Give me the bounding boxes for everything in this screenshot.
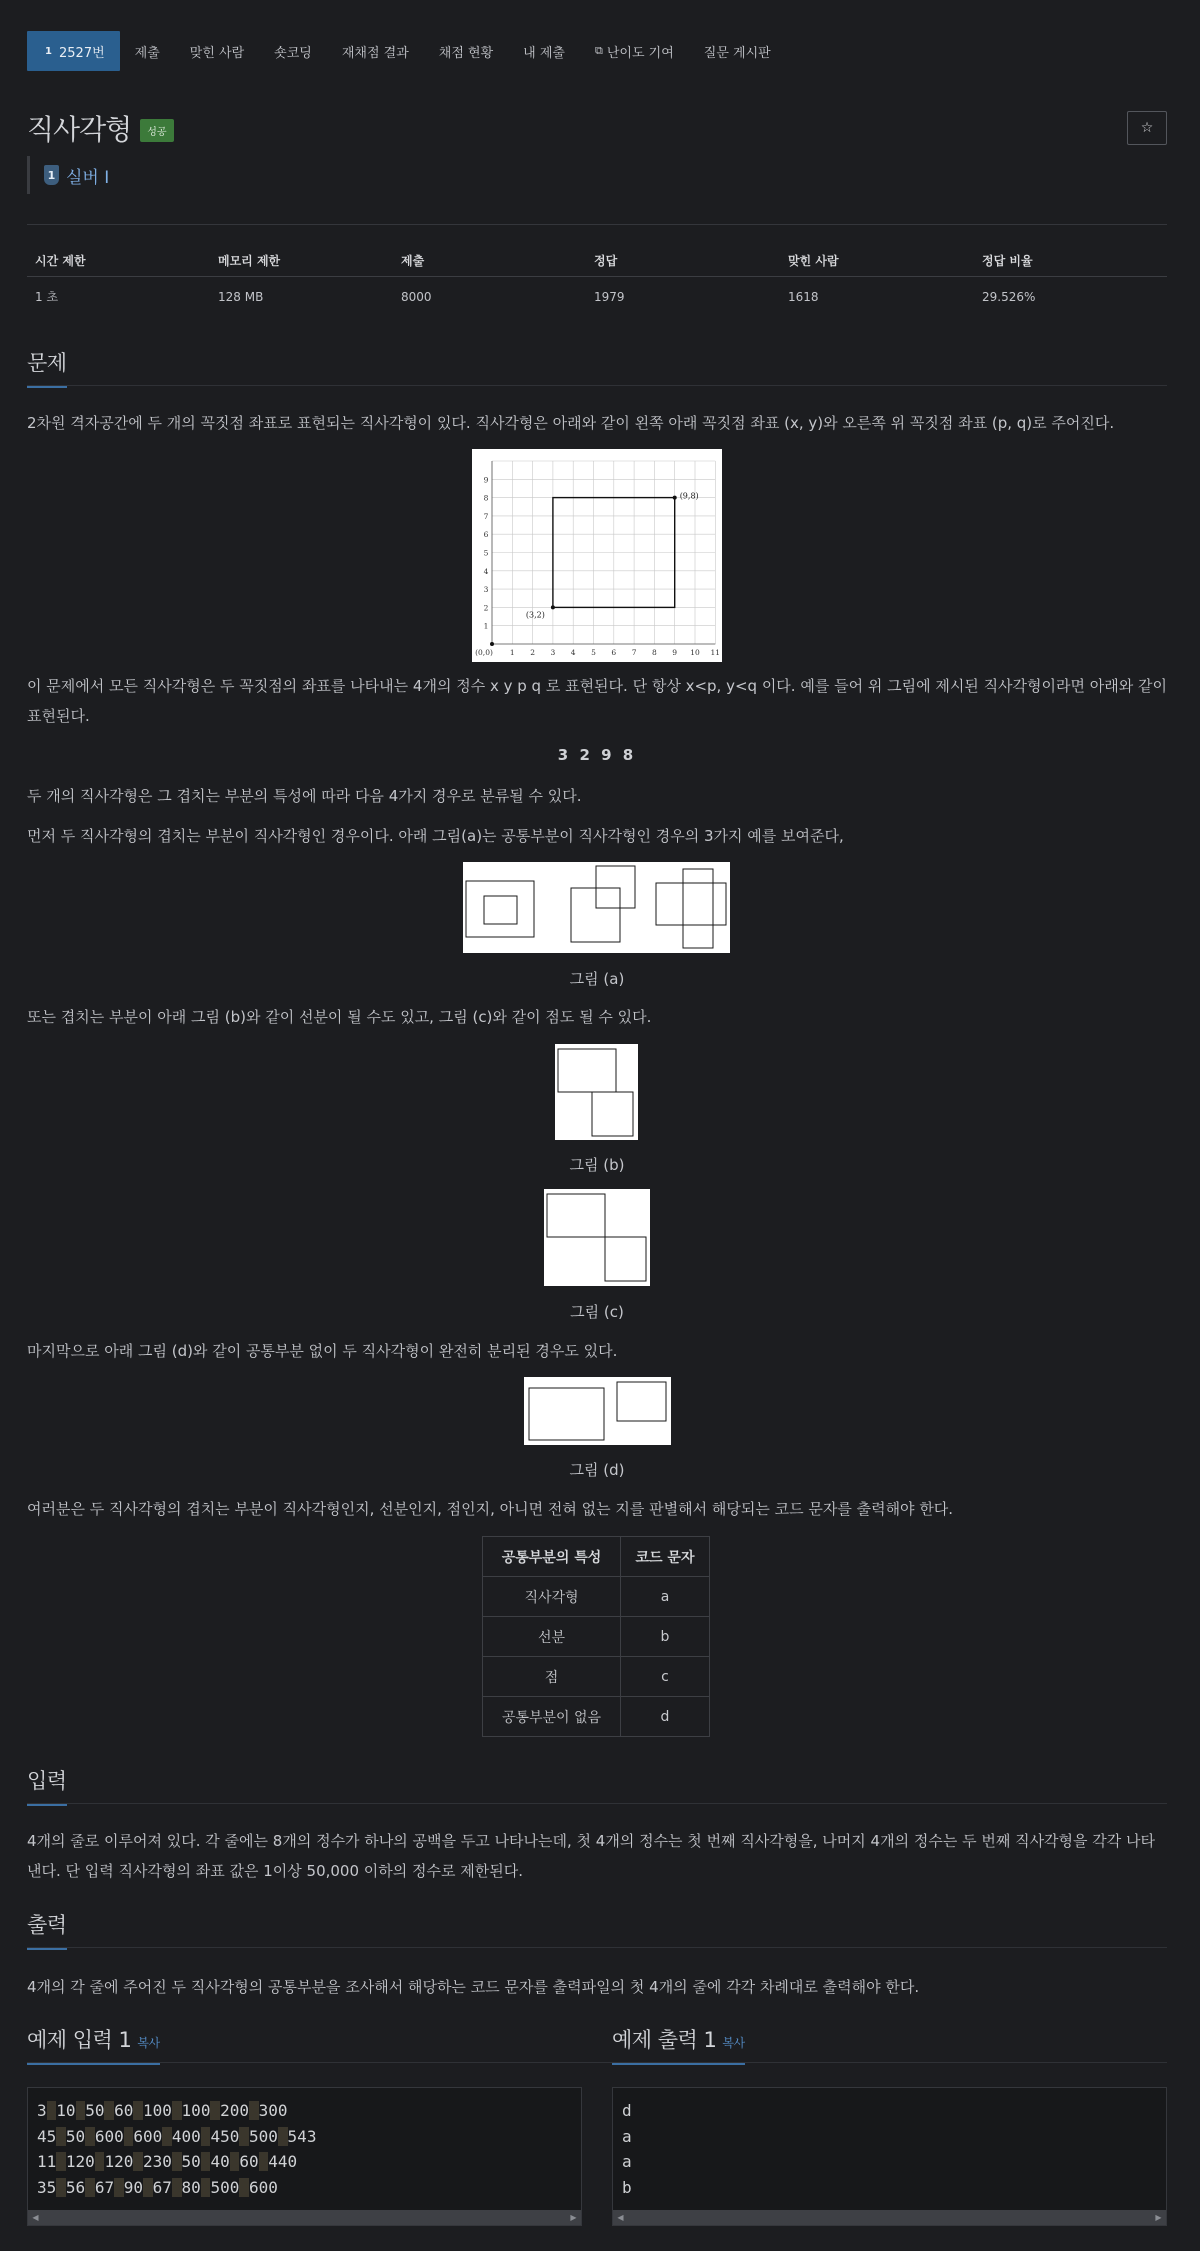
space-marker xyxy=(172,2178,182,2197)
header-solvers: 맞힌 사람 xyxy=(780,249,974,277)
code-table-header xyxy=(483,1537,710,1577)
sample-number: 600 xyxy=(133,2126,163,2146)
description-section-head xyxy=(27,347,67,388)
x-tick-label: 3 xyxy=(550,648,556,657)
space-marker xyxy=(201,2127,211,2146)
figure-b-svg xyxy=(555,1044,638,1140)
space-marker xyxy=(133,2101,143,2120)
sample-output-line: a xyxy=(622,2126,632,2146)
output-heading: 출력 xyxy=(27,1909,67,1950)
status-badge: 성공 xyxy=(140,119,173,142)
sample-output-head xyxy=(612,2024,745,2065)
figure-c-svg xyxy=(544,1189,650,1286)
output-section-head xyxy=(27,1909,67,1950)
rect xyxy=(605,1237,646,1281)
sample-number: 500 xyxy=(249,2126,278,2146)
sample-output-title: 예제 출력 1 xyxy=(612,2028,717,2052)
rect xyxy=(547,1194,605,1237)
rect xyxy=(558,1049,616,1092)
favorite-button[interactable] xyxy=(1127,111,1167,145)
description-heading: 문제 xyxy=(27,347,67,388)
figure-a-svg xyxy=(463,862,730,953)
problem-title: 직사각형 xyxy=(27,113,132,146)
overlap-type: 직사각형 xyxy=(483,1577,621,1617)
space-marker xyxy=(56,2127,66,2146)
sample-number: 67 xyxy=(94,2177,115,2197)
space-marker xyxy=(239,2178,249,2197)
sample-input-heading xyxy=(27,2024,160,2065)
sample-input-head xyxy=(27,2024,160,2065)
tab-label: 2527번 xyxy=(59,45,105,61)
grid-svg xyxy=(472,449,722,662)
sample-number: 600 xyxy=(94,2126,124,2146)
code-char: a xyxy=(621,1577,710,1617)
tab-problem[interactable] xyxy=(27,31,120,71)
divider xyxy=(27,1947,1167,1948)
header-accepted: 정답 xyxy=(586,249,780,277)
figure-d xyxy=(524,1377,671,1445)
space-marker xyxy=(172,2101,182,2120)
scroll-right-icon[interactable]: ▶ xyxy=(1155,2213,1162,2222)
x-tick-label: (0,0) xyxy=(475,648,493,657)
code-char: b xyxy=(621,1617,710,1657)
y-tick-label: 2 xyxy=(483,603,489,613)
sample-input-code[interactable] xyxy=(28,2088,581,2200)
table-row xyxy=(483,1697,710,1737)
y-tick-label: 3 xyxy=(483,585,489,595)
sample-output-line: d xyxy=(622,2101,632,2120)
figure-d-caption: 그림 (d) xyxy=(569,1461,625,1479)
sample-number: 300 xyxy=(258,2101,288,2120)
external-link-icon: ⧉ xyxy=(594,44,603,57)
tab-rejudge[interactable]: 재채점 결과 xyxy=(341,45,409,61)
description-paragraph: 여러분은 두 직사각형의 겹치는 부분이 직사각형인지, 선분인지, 점인지, 아니면 전혀 없는 지를 판별해서 해당되는 코드 문자를 출력해야 한다. xyxy=(27,1500,954,1518)
code-char: d xyxy=(621,1697,710,1737)
header-code-char: 코드 문자 xyxy=(621,1537,710,1577)
space-marker xyxy=(249,2101,259,2120)
divider xyxy=(27,385,1167,386)
scroll-left-icon[interactable]: ◀ xyxy=(32,2213,39,2222)
problem-info-table xyxy=(27,249,1167,305)
sample-number: 100 xyxy=(143,2101,172,2120)
coordinate-grid-figure xyxy=(472,449,722,662)
y-tick-label: 5 xyxy=(483,548,489,558)
header-submissions: 제출 xyxy=(393,249,586,277)
description-paragraph: 먼저 두 직사각형의 겹치는 부분이 직사각형인 경우이다. 아래 그림(a)는 공통부분이 직사각형인 경우의 3가지 예를 보여준다, xyxy=(27,827,844,845)
figure-a xyxy=(463,862,730,953)
x-tick-label: 11 xyxy=(710,648,721,657)
input-section-head xyxy=(27,1765,67,1806)
problem-nav xyxy=(27,31,786,71)
sample-input-title: 예제 입력 1 xyxy=(27,2028,132,2052)
x-tick-label: 8 xyxy=(652,648,657,657)
sample-output-box[interactable] xyxy=(612,2087,1167,2226)
upper-corner-label: (9,8) xyxy=(679,491,699,501)
space-marker xyxy=(278,2127,288,2146)
sample-number: 500 xyxy=(210,2177,240,2197)
rect xyxy=(683,869,713,948)
description-paragraph: 2차원 격자공간에 두 개의 꼭짓점 좌표로 표현되는 직사각형이 있다. 직사각형은 아래와 같이 왼쪽 아래 꼭짓점 좌표 (x, y)와 오른쪽 위 꼭짓점 좌표 (p, q)로 주어진다. xyxy=(27,414,1115,432)
sample-output-code[interactable] xyxy=(613,2088,1166,2200)
x-tick-label: 7 xyxy=(631,648,637,657)
lower-corner-label: (3,2) xyxy=(525,610,545,620)
rect xyxy=(592,1092,633,1136)
table-row xyxy=(483,1577,710,1617)
output-description: 4개의 각 줄에 주어진 두 직사각형의 공통부분을 조사해서 해당하는 코드 문자를 출력파일의 첫 4개의 줄에 각각 차례대로 출력해야 한다. xyxy=(27,1978,920,1996)
space-marker xyxy=(259,2152,269,2171)
sample-number: 120 xyxy=(104,2152,134,2171)
header-time-limit: 시간 제한 xyxy=(27,249,210,277)
sample-number: 80 xyxy=(181,2177,201,2197)
sample-number: 45 xyxy=(37,2126,57,2146)
horizontal-scrollbar[interactable] xyxy=(28,2210,581,2225)
sample-number: 50 xyxy=(85,2101,105,2120)
figure-a-caption: 그림 (a) xyxy=(569,970,625,988)
table-row xyxy=(483,1617,710,1657)
sample-number: 50 xyxy=(65,2126,86,2146)
submissions: 8000 xyxy=(401,289,432,304)
space-marker xyxy=(201,2152,211,2171)
space-marker xyxy=(56,2178,66,2197)
code-table xyxy=(482,1536,710,1737)
space-marker xyxy=(114,2178,124,2197)
rect xyxy=(529,1388,604,1440)
problem-header xyxy=(27,108,174,148)
figure-c-caption: 그림 (c) xyxy=(570,1303,624,1321)
silver-tier-icon: 1 xyxy=(45,45,52,57)
ratio: 29.526% xyxy=(982,289,1036,304)
space-marker xyxy=(56,2152,66,2171)
info-value-row xyxy=(27,277,1167,306)
input-description: 4개의 줄로 이루어져 있다. 각 줄에는 8개의 정수가 하나의 공백을 두고 나타나는데, 첫 4개의 정수는 첫 번째 직사각형을, 나머지 4개의 정수는 두 번째 직사각형을 각각 나타낸다. 단 입력 직사각형의 좌표 값은 1이상 50,000 이하의 정수로 제한된다. xyxy=(27,1832,1156,1880)
figure-b xyxy=(555,1044,638,1140)
figure-c xyxy=(544,1189,650,1286)
info-header-row xyxy=(27,249,1167,277)
space-marker xyxy=(104,2101,114,2120)
accepted: 1979 xyxy=(594,289,625,304)
figure-d-svg xyxy=(524,1377,671,1445)
time-limit: 1 초 xyxy=(35,290,59,304)
tab-label: 난이도 기여 xyxy=(606,45,674,61)
space-marker xyxy=(162,2127,172,2146)
sample-number: 120 xyxy=(65,2152,95,2171)
header-ratio: 정답 비율 xyxy=(974,249,1167,277)
description-paragraph: 마지막으로 아래 그림 (d)와 같이 공통부분 없이 두 직사각형이 완전히 분리된 경우도 있다. xyxy=(27,1342,618,1360)
description-paragraph: 두 개의 직사각형은 그 겹치는 부분의 특성에 따라 다음 4가지 경우로 분류될 수 있다. xyxy=(27,787,582,805)
solvers: 1618 xyxy=(788,289,819,304)
sample-input-box[interactable] xyxy=(27,2087,582,2226)
sample-number: 450 xyxy=(210,2126,240,2146)
sample-number: 200 xyxy=(220,2101,249,2120)
code-char: c xyxy=(621,1657,710,1697)
space-marker xyxy=(85,2127,95,2146)
memory-limit: 128 MB xyxy=(218,289,264,304)
y-tick-label: 8 xyxy=(483,493,489,503)
overlap-type: 점 xyxy=(483,1657,621,1697)
rect xyxy=(617,1382,666,1421)
corner-point xyxy=(673,496,677,500)
x-tick-label: 9 xyxy=(672,648,678,657)
x-tick-label: 2 xyxy=(530,648,535,657)
x-tick-label: 4 xyxy=(570,648,576,657)
sample-output-heading xyxy=(612,2024,745,2065)
example-representation: 3 2 9 8 xyxy=(557,746,637,764)
x-tick-label: 6 xyxy=(611,648,617,657)
figure-b-caption: 그림 (b) xyxy=(569,1156,625,1174)
origin-point xyxy=(490,642,494,646)
divider xyxy=(27,224,1167,225)
space-marker xyxy=(230,2152,240,2171)
y-tick-label: 6 xyxy=(483,530,489,540)
star-icon: ☆ xyxy=(1140,120,1154,136)
sample-number: 50 xyxy=(181,2152,201,2171)
space-marker xyxy=(124,2127,134,2146)
tab-difficulty-vote[interactable] xyxy=(580,31,689,71)
sample-number: 440 xyxy=(268,2152,298,2171)
corner-point xyxy=(551,605,555,609)
tier-label[interactable]: 실버 I xyxy=(66,167,110,188)
copy-output-button[interactable]: 복사 xyxy=(722,2036,745,2050)
tier-block xyxy=(27,156,109,194)
description-paragraph: 또는 겹치는 부분이 아래 그림 (b)와 같이 선분이 될 수도 있고, 그림 (c)와 같이 점도 될 수 있다. xyxy=(27,1008,652,1026)
tab-short-coding[interactable]: 숏코딩 xyxy=(274,45,312,61)
sample-number: 35 xyxy=(37,2177,57,2197)
copy-input-button[interactable]: 복사 xyxy=(137,2036,160,2050)
sample-number: 40 xyxy=(210,2152,230,2171)
sample-number: 400 xyxy=(171,2126,201,2146)
space-marker xyxy=(201,2178,211,2197)
tab-status[interactable]: 채점 현황 xyxy=(438,45,494,61)
space-marker xyxy=(239,2127,249,2146)
overlap-type: 공통부분이 없음 xyxy=(483,1697,621,1737)
rect xyxy=(484,896,517,924)
horizontal-scrollbar[interactable] xyxy=(613,2210,1166,2225)
header-memory-limit: 메모리 제한 xyxy=(210,249,393,277)
y-tick-label: 1 xyxy=(483,621,489,631)
overlap-type: 선분 xyxy=(483,1617,621,1657)
sample-number: 90 xyxy=(123,2177,143,2197)
space-marker xyxy=(172,2152,182,2171)
rect xyxy=(656,883,726,925)
divider xyxy=(27,1803,1167,1804)
table-row xyxy=(483,1657,710,1697)
space-marker xyxy=(76,2101,86,2120)
space-marker xyxy=(210,2101,220,2120)
sample-output-line: a xyxy=(622,2152,632,2171)
silver-tier-icon: 1 xyxy=(44,165,59,185)
sample-output-line: b xyxy=(622,2177,632,2197)
sample-number: 230 xyxy=(143,2152,172,2171)
tab-my-submissions[interactable]: 내 제출 xyxy=(523,45,565,61)
scroll-right-icon[interactable]: ▶ xyxy=(570,2213,577,2222)
space-marker xyxy=(47,2101,57,2120)
tab-submit[interactable]: 제출 xyxy=(134,45,160,61)
space-marker xyxy=(95,2152,105,2171)
description-paragraph: 이 문제에서 모든 직사각형은 두 꼭짓점의 좌표를 나타내는 4개의 정수 x y p q 로 표현된다. 단 항상 x<p, y<q 이다. 예를 들어 위 그림에 제시된 직사각형이라면 아래와 같이 표현된다. xyxy=(27,677,1167,725)
sample-number: 3 xyxy=(37,2101,47,2120)
rect xyxy=(596,866,635,908)
rect xyxy=(466,881,534,937)
sample-number: 100 xyxy=(181,2101,211,2120)
header-overlap-type: 공통부분의 특성 xyxy=(483,1537,621,1577)
space-marker xyxy=(85,2178,95,2197)
tab-questions[interactable]: 질문 게시판 xyxy=(703,45,771,61)
sample-number: 56 xyxy=(65,2177,86,2197)
space-marker xyxy=(133,2152,143,2171)
x-tick-label: 5 xyxy=(591,648,596,657)
input-heading: 입력 xyxy=(27,1765,67,1806)
sample-number: 67 xyxy=(152,2177,172,2197)
sample-number: 11 xyxy=(37,2152,57,2171)
x-tick-label: 10 xyxy=(690,648,700,657)
divider xyxy=(27,2062,1167,2063)
y-tick-label: 4 xyxy=(483,566,489,576)
sample-number: 60 xyxy=(114,2101,134,2120)
space-marker xyxy=(143,2178,153,2197)
y-tick-label: 9 xyxy=(483,475,489,485)
sample-number: 10 xyxy=(56,2101,76,2120)
y-tick-label: 7 xyxy=(483,511,489,521)
scroll-left-icon[interactable]: ◀ xyxy=(617,2213,624,2222)
sample-number: 600 xyxy=(248,2177,278,2197)
tab-solvers[interactable]: 맞힌 사람 xyxy=(189,45,245,61)
x-tick-label: 1 xyxy=(509,648,515,657)
sample-number: 543 xyxy=(287,2126,317,2146)
sample-number: 60 xyxy=(239,2152,259,2171)
